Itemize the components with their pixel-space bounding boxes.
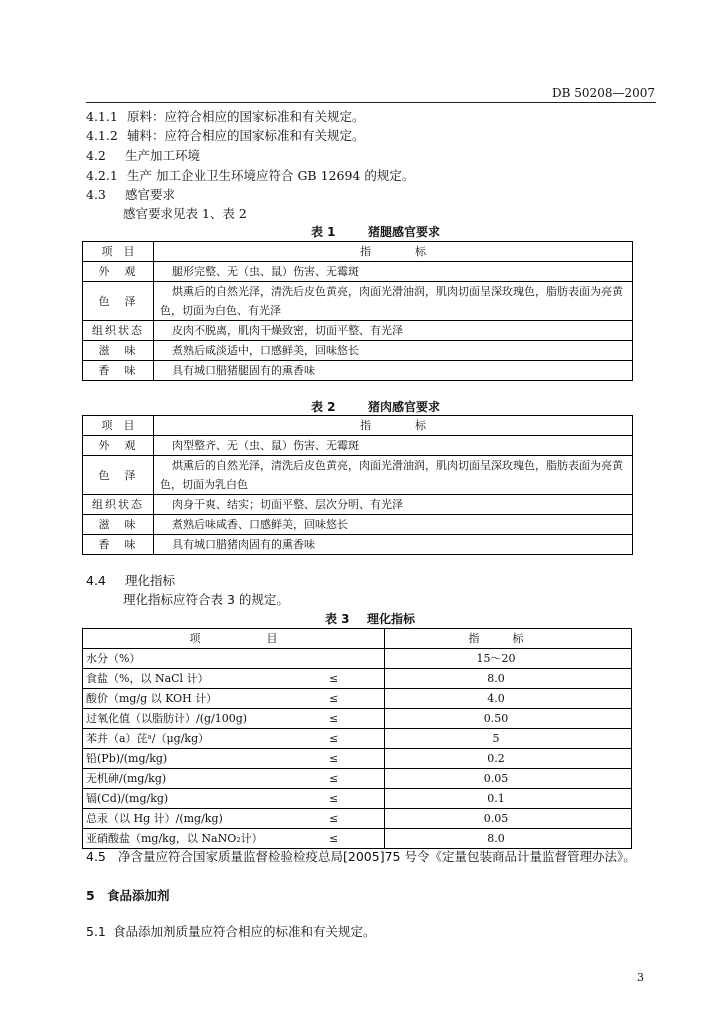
table-cell-requirement: 腿形完整、无（虫、鼠）伤害、无霉斑 (154, 262, 633, 282)
table-cell-requirement: 烘熏后的自然光泽，清洗后皮色黄亮，肉面光滑油润，肌肉切面呈深玫瑰色，脂肪表面为亮黄色，切面为乳白色 (154, 456, 633, 495)
table-cell-item: 滋 味 (83, 515, 154, 535)
table-row (83, 495, 633, 515)
clause-text: 辅料：应符合相应的国家标准和有关规定。 (127, 128, 365, 143)
table3-caption (325, 612, 415, 626)
table1-sensory-requirements (82, 241, 633, 381)
table-row (83, 515, 633, 535)
limit-operator: ≤ (329, 712, 339, 725)
table2-caption (311, 400, 440, 414)
table-cell-value: 0.2 (385, 749, 632, 769)
table-header-row (83, 416, 633, 436)
clause-4-2-1 (86, 169, 414, 183)
table-cell-requirement: 煮熟后味咸香、口感鲜美，回味悠长 (154, 515, 633, 535)
table-row (83, 649, 632, 669)
table2-title: 猪肉感官要求 (368, 400, 441, 414)
table-row (83, 669, 632, 689)
table-row (83, 709, 632, 729)
page-number: 3 (637, 971, 644, 984)
table-cell-item (83, 809, 385, 829)
clause-4-4 (86, 574, 175, 588)
item-label: 无机砷/(mg/kg) (86, 772, 167, 785)
table-cell-item: 香 味 (83, 535, 154, 555)
table-cell-value: 0.05 (385, 769, 632, 789)
table-header-row (83, 629, 632, 649)
table1-label: 表 1 (311, 225, 336, 239)
table-header-cell: 项 目 (83, 629, 385, 649)
table-cell-item: 组织状态 (83, 495, 154, 515)
limit-operator: ≤ (329, 772, 339, 785)
table-row (83, 809, 632, 829)
clause-4-4-note: 理化指标应符合表 3 的规定。 (123, 592, 289, 607)
table-cell-item: 外 观 (83, 436, 154, 456)
clause-heading: 感官要求 (125, 187, 176, 202)
table-header-row (83, 242, 633, 262)
clause-text: 食品添加剂质量应符合相应的标准和有关规定。 (113, 924, 376, 939)
item-label: 过氧化值（以脂肪计）/(g/100g) (86, 712, 248, 725)
clause-text: 净含量应符合国家质量监督检验检疫总局[2005]75 号令《定量包装商品计量监督管理办法》。 (118, 849, 636, 864)
table1-caption (311, 225, 440, 239)
table3-title: 理化指标 (367, 612, 416, 626)
table-header-cell: 项 目 (83, 242, 154, 262)
table-cell-value: 4.0 (385, 689, 632, 709)
table3-label: 表 3 (325, 612, 350, 626)
clause-4-2 (86, 149, 200, 163)
table-cell-requirement: 具有城口腊猪肉固有的熏香味 (154, 535, 633, 555)
table-cell-value: 0.05 (385, 809, 632, 829)
item-label: 苯并（a）芘ᵃ/（μg/kg） (86, 732, 210, 745)
table-row (83, 729, 632, 749)
table-row (83, 535, 633, 555)
table-cell-item (83, 729, 385, 749)
table-header-cell: 指 标 (154, 416, 633, 436)
item-label: 铅(Pb)/(mg/kg) (86, 752, 168, 765)
clause-number: 4.1.1 (86, 109, 118, 124)
table-cell-item (83, 709, 385, 729)
table-row (83, 456, 633, 495)
limit-operator: ≤ (329, 692, 339, 705)
table-row (83, 282, 633, 321)
table-cell-requirement: 煮熟后咸淡适中，口感鲜美，回味悠长 (154, 341, 633, 361)
clause-5 (86, 889, 170, 903)
table-row (83, 769, 632, 789)
table3-physicochemical-indicators (82, 628, 632, 849)
table-cell-requirement: 皮肉不脱离，肌肉干燥致密，切面平整、有光泽 (154, 321, 633, 341)
table-cell-item: 香 味 (83, 361, 154, 381)
table-header-cell: 指 标 (385, 629, 632, 649)
clause-text: 生产 加工企业卫生环境应符合 GB 12694 的规定。 (127, 168, 415, 183)
clause-4-5 (86, 850, 636, 864)
table-cell-item: 色 泽 (83, 282, 154, 321)
clause-heading: 理化指标 (125, 573, 176, 588)
table-row (83, 789, 632, 809)
table2-sensory-requirements (82, 415, 633, 555)
clause-number: 4.1.2 (86, 128, 118, 143)
clause-number: 4.3 (86, 187, 106, 202)
item-label: 食盐（%，以 NaCl 计） (86, 672, 209, 685)
table-cell-item: 滋 味 (83, 341, 154, 361)
clause-text: 原料：应符合相应的国家标准和有关规定。 (127, 109, 365, 124)
limit-operator: ≤ (329, 732, 339, 745)
standard-number-header: DB 50208—2007 (552, 86, 655, 100)
clause-number: 4.2 (86, 148, 106, 163)
table-row (83, 829, 632, 849)
table-header-cell: 指 标 (154, 242, 633, 262)
table-cell-value: 0.1 (385, 789, 632, 809)
table-row (83, 262, 633, 282)
clause-number: 4.2.1 (86, 168, 118, 183)
table-cell-item: 色 泽 (83, 456, 154, 495)
table1-title: 猪腿感官要求 (368, 225, 441, 239)
clause-number: 5 (86, 888, 95, 903)
clause-heading: 生产加工环境 (125, 148, 201, 163)
table-cell-value: 5 (385, 729, 632, 749)
clause-number: 4.5 (86, 849, 106, 864)
table-cell-value: 0.50 (385, 709, 632, 729)
table-cell-item (83, 749, 385, 769)
table2-label: 表 2 (311, 400, 336, 414)
item-label: 总汞（以 Hg 计）/(mg/kg) (86, 812, 223, 825)
item-label: 亚硝酸盐（mg/kg，以 NaNO₂计） (86, 832, 263, 845)
table-cell-requirement: 具有城口腊猪腿固有的熏香味 (154, 361, 633, 381)
limit-operator: ≤ (329, 812, 339, 825)
item-label: 酸价（mg/g 以 KOH 计） (86, 692, 218, 705)
table-cell-item (83, 769, 385, 789)
clause-5-1 (86, 925, 376, 939)
limit-operator: ≤ (329, 752, 339, 765)
clause-4-1-1 (86, 110, 365, 124)
table-cell-item (83, 669, 385, 689)
item-label: 水分（%） (86, 652, 141, 665)
clause-heading: 食品添加剂 (107, 888, 170, 903)
table-cell-item: 组织状态 (83, 321, 154, 341)
table-row (83, 361, 633, 381)
table-row (83, 321, 633, 341)
clause-number: 4.4 (86, 573, 106, 588)
item-label: 镉(Cd)/(mg/kg) (86, 792, 169, 805)
table-row (83, 749, 632, 769)
clause-4-3 (86, 188, 175, 202)
clause-number: 5.1 (86, 924, 106, 939)
table-header-cell: 项 目 (83, 416, 154, 436)
header-rule (86, 102, 656, 103)
clause-4-3-note: 感官要求见表 1、表 2 (123, 206, 247, 221)
table-row (83, 689, 632, 709)
table-cell-item: 外 观 (83, 262, 154, 282)
limit-operator: ≤ (329, 792, 339, 805)
table-cell-item (83, 649, 385, 669)
table-row (83, 436, 633, 456)
limit-operator: ≤ (329, 672, 339, 685)
table-row (83, 341, 633, 361)
table-cell-requirement: 烘熏后的自然光泽，清洗后皮色黄亮，肉面光滑油润，肌肉切面呈深玫瑰色，脂肪表面为亮黄色，切面为白色、有光泽 (154, 282, 633, 321)
table-cell-requirement: 肉身干爽、结实；切面平整、层次分明、有光泽 (154, 495, 633, 515)
table-cell-item (83, 829, 385, 849)
table-cell-requirement: 肉型整齐、无（虫、鼠）伤害、无霉斑 (154, 436, 633, 456)
table-cell-value: 15～20 (385, 649, 632, 669)
table-cell-value: 8.0 (385, 829, 632, 849)
clause-4-1-2 (86, 129, 365, 143)
table-cell-item (83, 789, 385, 809)
limit-operator: ≤ (329, 832, 339, 845)
table-cell-value: 8.0 (385, 669, 632, 689)
table-cell-item (83, 689, 385, 709)
